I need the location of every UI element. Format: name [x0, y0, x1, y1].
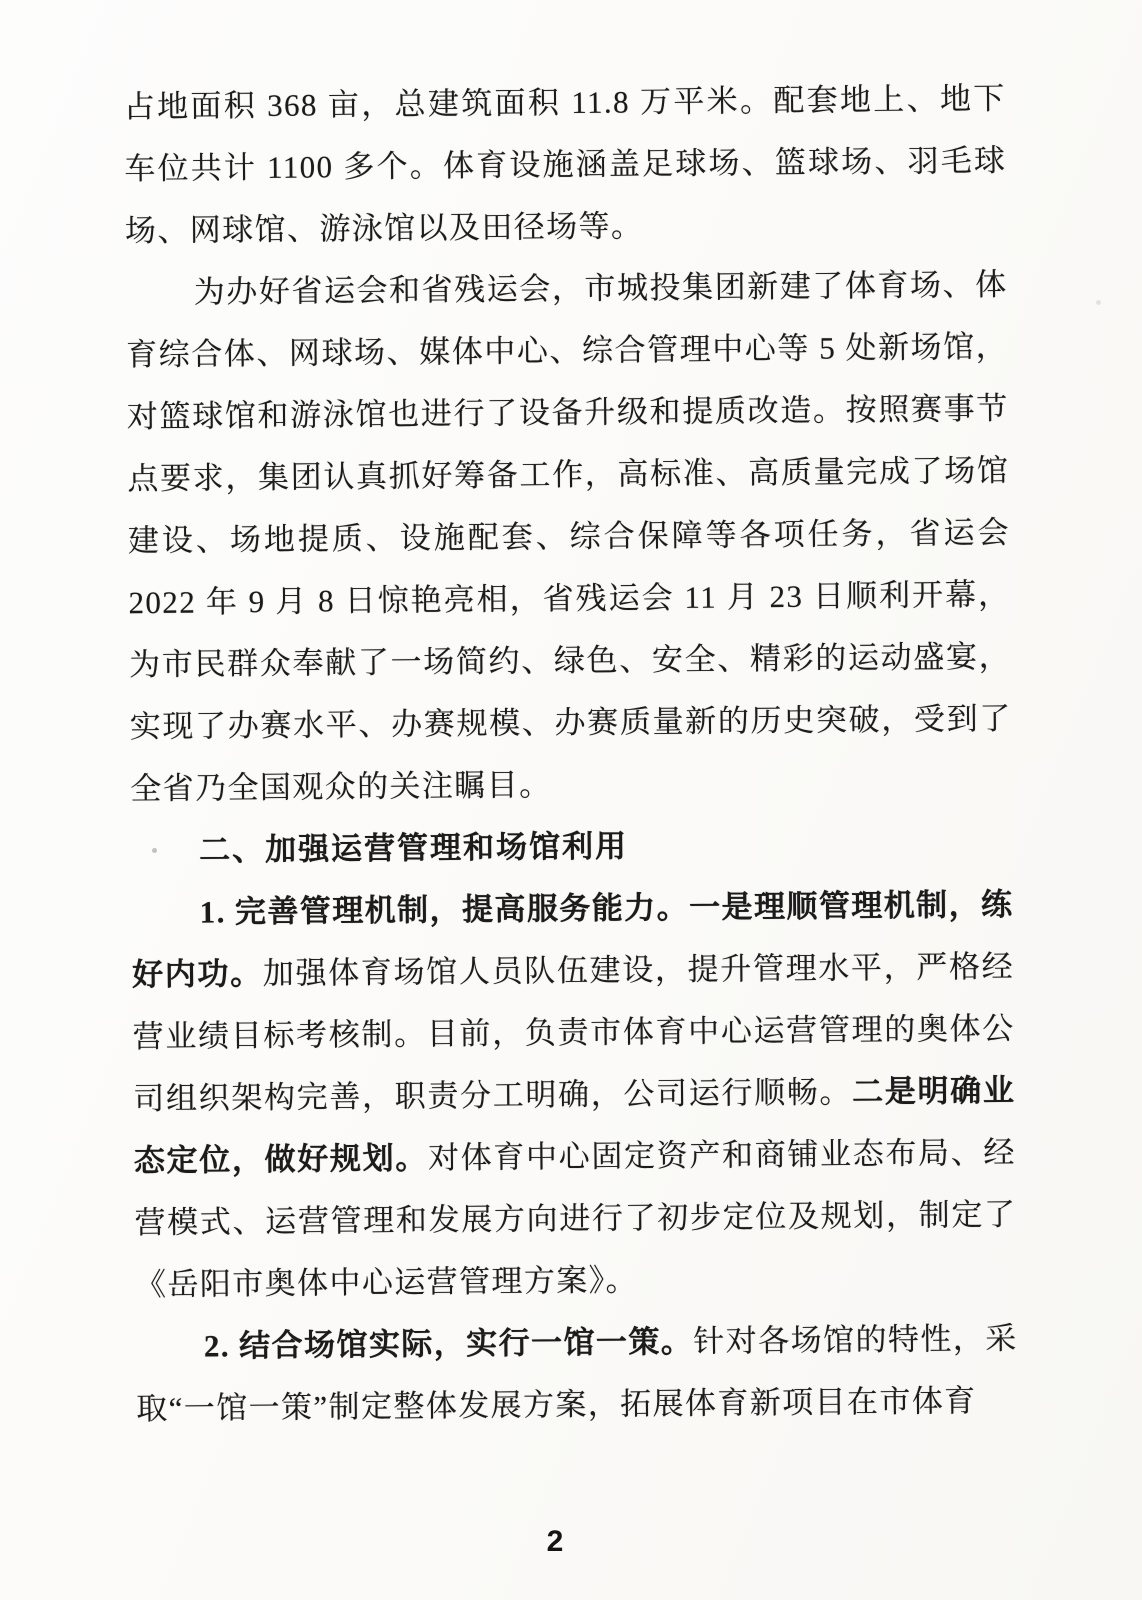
- text-segment: 针对各场馆的特性，采取“一馆一策”制定整体发展方案，拓展体育新项目在市体育: [136, 1320, 1018, 1427]
- document-body: [123, 68, 1018, 1440]
- section-heading: [131, 812, 1014, 882]
- bold-text-segment: 1. 完善管理机制，提高服务能力。一是理顺管理机制，练好内功。: [131, 886, 1014, 993]
- scan-speck: [1096, 300, 1101, 305]
- text-segment: 对体育中心固定资产和商铺业态布局、经营模式、运营管理和发展方向进行了初步定位及规划，制定了《岳阳市奥体中心运营管理方案》。: [134, 1134, 1017, 1303]
- paragraph: [125, 254, 1012, 820]
- bold-text-segment: 二、加强运营管理和场馆利用: [198, 828, 629, 868]
- bold-text-segment: 二是明确业态定位，做好规划。: [133, 1072, 1016, 1179]
- paragraph: [135, 1308, 1018, 1440]
- paragraph: [123, 68, 1007, 262]
- page-number: 2: [546, 1525, 564, 1558]
- text-segment: 为办好省运会和省残运会，市城投集团新建了体育场、体育综合体、网球场、媒体中心、综合管理中心等 5 处新场馆，对篮球馆和游泳馆也进行了设备升级和提质改造。按照赛事节点要求，集团认真抓好筹备工作，高标准、高质量完成了场馆建设、场地提质、设施配套、综合保障等各项任务，省运会 2022 年 9 月 8 日惊艳亮相，省残运会 11 月 23 日顺利开幕，为市民群众奉献了一场简约、绿色、安全、精彩的运动盛宴，实现了办赛水平、办赛规模、办赛质量新的历史突破，受到了全省乃全国观众的关注瞩目。: [125, 266, 1012, 807]
- paragraph: [131, 874, 1017, 1316]
- text-segment: 加强体育场馆人员队伍建设，提升管理水平，严格经营业绩目标考核制。目前，负责市体育中心运营管理的奥体公司组织架构完善，职责分工明确，公司运行顺畅。: [132, 948, 1015, 1117]
- text-segment: 占地面积 368 亩，总建筑面积 11.8 万平米。配套地上、地下车位共计 1100 多个。体育设施涵盖足球场、篮球场、羽毛球场、网球馆、游泳馆以及田径场等。: [123, 80, 1007, 249]
- bold-text-segment: 2. 结合场馆实际，实行一馆一策。: [203, 1323, 694, 1364]
